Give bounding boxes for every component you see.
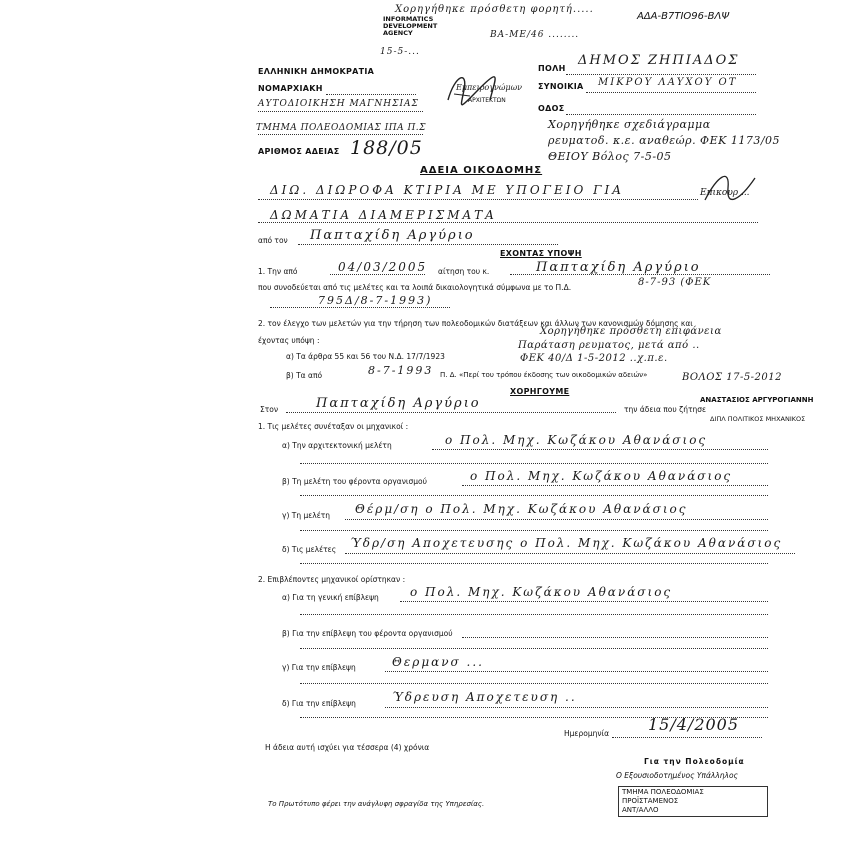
logo-line-3: AGENCY (383, 29, 413, 37)
authority-value: ΑΥΤΟΔΙΟΙΚΗΣΗ ΜΑΓΝΗΣΙΑΣ (258, 99, 419, 109)
studies-heading: 1. Τις μελέτες συνέταξαν οι μηχανικοί : (258, 422, 409, 431)
date-label: Ημερομηνία (564, 729, 610, 738)
supervision-d-label: δ) Για την επίβλεψη (282, 699, 356, 708)
considering-heading: ΕΧΟΝΤΑΣ ΥΠΟΨΗ (500, 249, 582, 258)
item1-mid: αίτηση του κ. (438, 267, 490, 276)
supervision-a-label: α) Για τη γενική επίβλεψη (282, 593, 379, 602)
study-a-label: α) Την αρχιτεκτονική μελέτη (282, 441, 392, 450)
item1-line2: που συνοδεύεται από τις μελέτες και τα λοιπά δικαιολογητικά σύμφωνα με το Π.Δ. (258, 283, 572, 292)
date-value: 15/4/2005 (648, 715, 740, 734)
official-stamp (618, 786, 768, 817)
grant-to-label: Στον (260, 405, 279, 414)
logo-line-1: INFORMATICS (383, 15, 434, 23)
study-d-label: δ) Τις μελέτες (282, 545, 337, 554)
study-c-label: γ) Τη μελέτη (282, 511, 331, 520)
logo-line-2: DEVELOPMENT (383, 22, 438, 30)
bottom-note: Το Πρωτότυπο φέρει την ανάγλυφη σφραγίδα της Υπηρεσίας. (268, 800, 485, 808)
grant-heading: ΧΟΡΗΓΟΥΜΕ (510, 387, 570, 396)
ada-code: ΑΔΑ-Β7ΤΙΟ96-ΒΛΨ (637, 11, 730, 22)
street-note-3: ΘΕΙΟΥ Βόλος 7-5-05 (548, 150, 672, 163)
signature-stamp: Εμπειρογνώμων (456, 83, 522, 92)
district-value: ΜΙΚΡΟΥ ΛΑΥΧΟΥ ΟΤ (598, 77, 738, 88)
republic-label: ΕΛΛΗΝΙΚΗ ΔΗΜΟΚΡΑΤΙΑ (258, 67, 375, 76)
description-side-note: Επικουρ ... (700, 188, 750, 198)
supervision-heading: 2. Επιβλέποντες μηχανικοί ορίστηκαν : (258, 575, 406, 584)
item2-b-prefix: β) Τα από (286, 371, 323, 380)
item1-pd: 8-7-93 (ΦΕΚ (638, 277, 712, 288)
street-note-2: ρευματοδ. κ.ε. αναθεώρ. ΦΕΚ 1173/05 (548, 134, 781, 147)
supervision-c-value: Θερμανσ ... (392, 655, 484, 669)
supervision-c-label: γ) Για την επίβλεψη (282, 663, 356, 672)
authorized-label: Ο Εξουσιοδοτημένος Υπάλληλος (616, 771, 738, 780)
grant-side-stamp-1: ΑΝΑΣΤΑΣΙΟΣ ΑΡΓΥΡΟΓΙΑΝΝΗ (700, 396, 814, 404)
item2-line: 2. τον έλεγχο των μελετών για την τήρηση των πολεοδομικών διατάξεων και άλλων των κανονισμών δόμησης και (258, 319, 693, 328)
from-value: Παπταχίδη Αργύριο (310, 228, 475, 243)
item2-note-2: Παράταση ρευματος, μετά από .. (518, 340, 700, 351)
prefecture-label: ΝΟΜΑΡΧΙΑΚΗ (258, 84, 323, 93)
signature-stamp-2: ΑΡΧΙΤΕΚΤΩΝ (468, 97, 506, 104)
district-label: ΣΥΝΟΙΚΙΑ (538, 82, 584, 91)
item2-b-suffix: Π. Δ. «Περί του τρόπου έκδοσης των οικοδομικών αδειών» (440, 371, 648, 379)
sub-handwriting: ΒΑ-ΜΕ/46 ........ (490, 30, 580, 40)
stamp-line-2: ΠΡΟΪΣΤΑΜΕΝΟΣ (622, 797, 679, 805)
from-label: από τον (258, 236, 288, 245)
validity-text: Η άδεια αυτή ισχύει για τέσσερα (4) χρόνια (265, 743, 430, 752)
stamp-line-1: ΤΜΗΜΑ ΠΟΛΕΟΔΟΜΙΑΣ (622, 788, 704, 796)
stamp-line-3: ΑΝΤ/ΑΛΛΟ (622, 806, 659, 814)
grant-to-value: Παπταχίδη Αργύριο (316, 396, 481, 411)
item2-note-3: ΦΕΚ 40/Δ 1-5-2012 ..χ.π.ε. (520, 353, 668, 364)
description-line-2: ΔΩΜΑΤΙΑ ΔΙΑΜΕΡΙΣΜΑΤΑ (270, 208, 497, 222)
study-c-value: Θέρμ/ση ο Πολ. Μηχ. Κωζάκου Αθανάσιος (355, 502, 688, 516)
item1-date: 04/03/2005 (338, 260, 428, 274)
department-value: ΤΜΗΜΑ ΠΟΛΕΟΔΟΜΙΑΣ ΙΠΑ Π.Σ (256, 123, 427, 133)
permit-no-value: 188/05 (350, 137, 423, 159)
item1-name: Παπταχίδη Αργύριο (536, 260, 701, 275)
item1-prefix: 1. Την από (258, 267, 298, 276)
permit-no-label: ΑΡΙΘΜΟΣ ΑΔΕΙΑΣ (258, 147, 340, 156)
supervision-a-value: ο Πολ. Μηχ. Κωζάκου Αθανάσιος (410, 585, 673, 599)
description-line-1: ΔΙΩ. ΔΙΩΡΟΦΑ ΚΤΙΡΙΑ ΜΕ ΥΠΟΓΕΙΟ ΓΙΑ (270, 183, 624, 197)
item2-side-date: ΒΟΛΟΣ 17-5-2012 (682, 372, 783, 383)
top-handwriting: Χορηγήθηκε πρόσθετη φορητή..... (395, 4, 594, 15)
sub-handwriting-2: 15-5-... (380, 47, 420, 57)
street-note-1: Χορηγήθηκε σχεδιάγραμμα (548, 118, 711, 131)
street-label: ΟΔΟΣ (538, 104, 565, 113)
study-b-label: β) Τη μελέτη του φέροντα οργανισμού (282, 477, 427, 486)
city-label: ΠΟΛΗ (538, 64, 566, 73)
item2-b-date: 8-7-1993 (368, 364, 434, 377)
city-value: ΔΗΜΟΣ ΖΗΠΙΑΔΟΣ (578, 53, 740, 68)
grant-permit-text: την άδεια που ζήτησε (624, 405, 707, 414)
study-a-value: ο Πολ. Μηχ. Κωζάκου Αθανάσιος (445, 433, 708, 447)
study-b-value: ο Πολ. Μηχ. Κωζάκου Αθανάσιος (470, 469, 733, 483)
office-label: Για την Πολεοδομία (644, 757, 745, 766)
item2-a: α) Τα άρθρα 55 και 56 του Ν.Δ. 17/7/1923 (286, 352, 445, 361)
item2-line2: έχοντας υπόψη : (258, 336, 320, 345)
supervision-d-value: Ύδρευση Αποχετευση .. (392, 690, 577, 704)
grant-side-stamp-2: ΔΙΠΛ ΠΟΛΙΤΙΚΟΣ ΜΗΧΑΝΙΚΟΣ (710, 415, 806, 423)
study-d-value: Ύδρ/ση Αποχετευσης ο Πολ. Μηχ. Κωζάκου Αθανάσιος (350, 536, 783, 550)
item1-fek: 795Δ/8-7-1993) (318, 294, 433, 307)
supervision-b-label: β) Για την επίβλεψη του φέροντα οργανισμού (282, 629, 453, 638)
item2-note-1: Χορηγήθηκε πρόσθετη επιφάνεια (540, 326, 722, 337)
page-title: ΑΔΕΙΑ ΟΙΚΟΔΟΜΗΣ (420, 165, 543, 176)
